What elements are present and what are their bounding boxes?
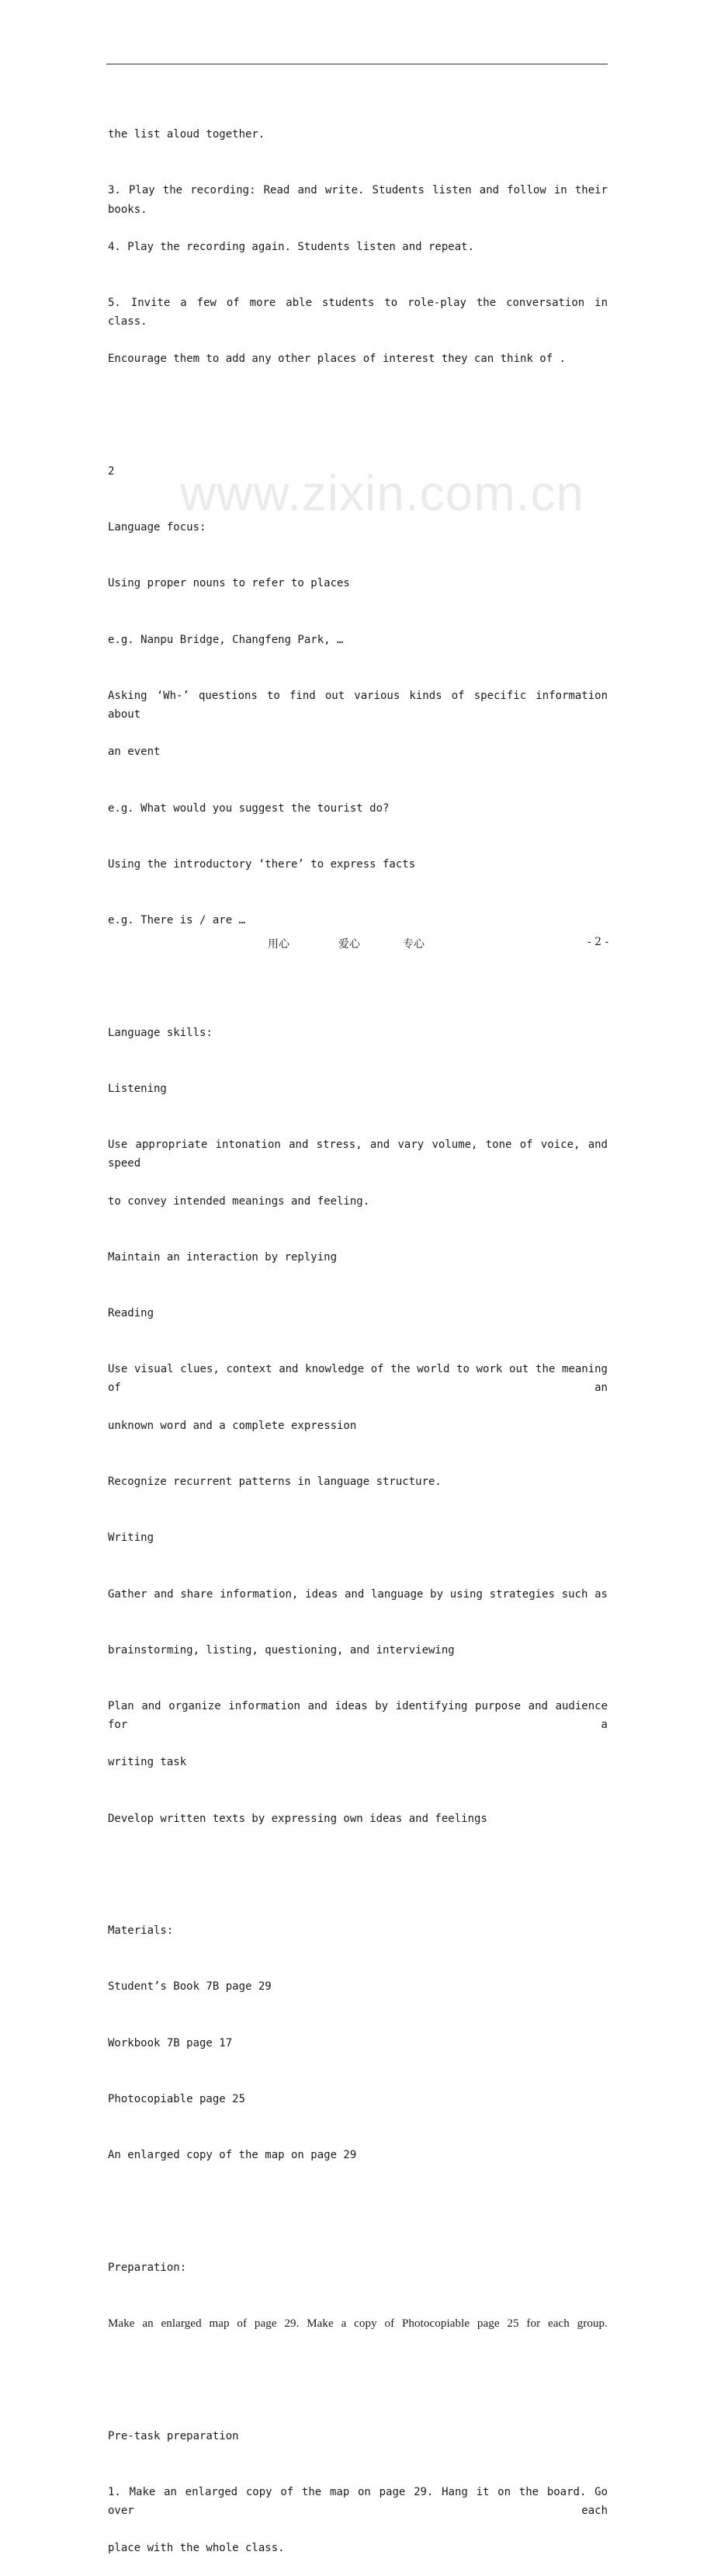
subheading-listening: Listening <box>108 1082 167 1095</box>
page-number: - 2 - <box>587 936 609 948</box>
text-line: Plan and organize information and ideas by identifying purpose and audience for a <box>108 1700 608 1732</box>
text-line: Use visual clues, context and knowledge of the world to work out the meaning of an <box>108 1363 608 1395</box>
text-line: 3. Play the recording: Read and write. Students listen and follow in their books. <box>108 184 608 216</box>
subheading-reading: Reading <box>108 1307 154 1320</box>
text-line: unknown word and a complete expression <box>108 1419 357 1432</box>
blank-line <box>108 2202 608 2221</box>
text-line: Student’s Book 7B page 29 <box>108 1980 272 1994</box>
text-line: Workbook 7B page 17 <box>108 2036 233 2049</box>
watermark: www.zixin.com.cn <box>180 465 584 521</box>
text-line: e.g. Nanpu Bridge, Changfeng Park, … <box>108 633 344 646</box>
text-line: An enlarged copy of the map on page 29 <box>108 2149 357 2162</box>
text-line: 4. Play the recording again. Students listen and repeat. <box>108 240 475 253</box>
text-line: an event <box>108 746 161 759</box>
text-line: 5. Invite a few of more able students to role-play the conversation in class. <box>108 297 608 329</box>
text-line: Photocopiable page 25 <box>108 2093 246 2106</box>
text-line: e.g. What would you suggest the tourist do? <box>108 801 390 815</box>
blank-line <box>108 406 608 425</box>
text-line: to convey intended meanings and feeling. <box>108 1194 370 1208</box>
text-line: e.g. There is / are … <box>108 914 246 927</box>
footer-item: 专心 <box>403 938 425 951</box>
text-line: brainstorming, listing, questioning, and interviewing <box>108 1643 455 1656</box>
blank-line <box>108 2370 608 2389</box>
text-line: Encourage them to add any other places of interest they can think of . <box>108 353 567 366</box>
text-line: Develop written texts by expressing own ideas and feelings <box>108 1812 487 1825</box>
section-number: 2 <box>108 464 115 478</box>
text-line: Recognize recurrent patterns in language structure. <box>108 1475 442 1488</box>
text-line: Make an enlarged map of page 29. Make a copy of Photocopiable page 25 for each group. <box>108 2317 608 2331</box>
text-line: writing task <box>108 1756 187 1769</box>
footer-item: 用心 <box>268 938 289 951</box>
text-line: 1. Make an enlarged copy of the map on page 29. Hang it on the board. Go over each <box>108 2486 608 2518</box>
text-line: Using proper nouns to refer to places <box>108 577 350 590</box>
heading-language-focus: Language focus: <box>108 521 206 534</box>
page-footer <box>0 936 714 954</box>
text-line: Gather and share information, ideas and language by using strategies such as <box>108 1587 608 1601</box>
blank-line <box>108 1865 608 1884</box>
text-line: Use appropriate intonation and stress, and vary volume, tone of voice, and speed <box>108 1139 608 1170</box>
heading-pre-task: Pre-task preparation <box>108 2429 239 2442</box>
heading-language-skills: Language skills: <box>108 1026 213 1039</box>
heading-materials: Materials: <box>108 1924 174 1938</box>
blank-line <box>108 967 608 986</box>
text-line: the list aloud together. <box>108 128 265 141</box>
subheading-writing: Writing <box>108 1531 154 1545</box>
text-line: Maintain an interaction by replying <box>108 1250 338 1264</box>
heading-preparation: Preparation: <box>108 2261 187 2274</box>
footer-item: 爱心 <box>338 938 360 951</box>
document-body <box>108 88 608 2576</box>
text-line: Asking ‘Wh-’ questions to find out various kinds of specific information about <box>108 690 608 721</box>
text-line: Using the introductory ‘there’ to express facts <box>108 857 416 871</box>
text-line: place with the whole class. <box>108 2542 285 2555</box>
